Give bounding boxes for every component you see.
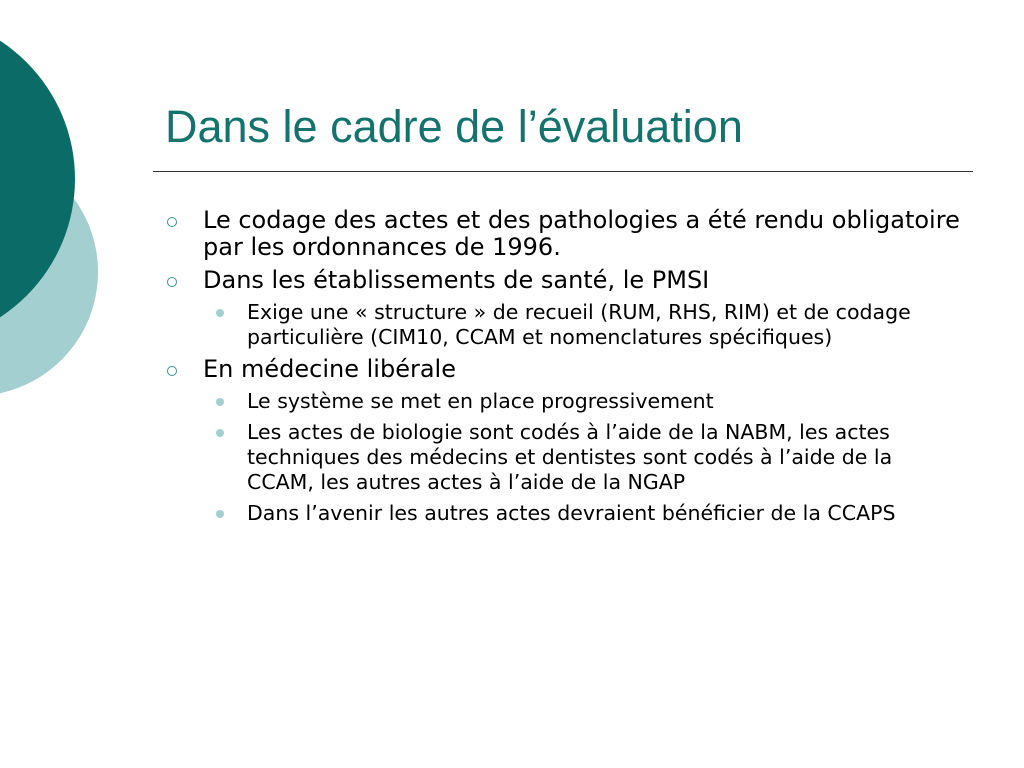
hollow-circle-bullet-icon <box>167 277 177 287</box>
sub-bullet-item <box>165 501 965 526</box>
sub-bullet-item <box>165 420 965 495</box>
filled-circle-bullet-icon <box>216 398 224 406</box>
slide-content <box>165 207 965 532</box>
filled-circle-bullet-icon <box>216 429 224 437</box>
sub-bullet-text: Les actes de biologie sont codés à l’aide de la NABM, les actes techniques des médecins et dentistes sont codés à l’aide de la CCAM, les autres actes à l’aide de la NGAP <box>247 420 893 494</box>
sub-bullet-text: Exige une « structure » de recueil (RUM, RHS, RIM) et de codage particulière (CIM10, CCAM et nomenclatures spécifiques) <box>247 300 911 349</box>
sub-bullet-text: Dans l’avenir les autres actes devraient bénéficier de la CCAPS <box>247 501 896 525</box>
hollow-circle-bullet-icon <box>167 217 177 227</box>
filled-circle-bullet-icon <box>216 309 224 317</box>
bullet-item <box>165 207 965 261</box>
bullet-item <box>165 267 965 294</box>
sub-bullet-item <box>165 389 965 414</box>
sub-bullet-text: Le système se met en place progressivement <box>247 389 714 413</box>
bullet-item <box>165 356 965 383</box>
sub-bullet-item <box>165 300 965 350</box>
hollow-circle-bullet-icon <box>167 366 177 376</box>
bullet-text: Le codage des actes et des pathologies a été rendu obligatoire par les ordonnances de 1996. <box>203 206 960 261</box>
title-divider <box>153 171 973 172</box>
slide-title: Dans le cadre de l’évaluation <box>165 101 743 152</box>
bullet-text: En médecine libérale <box>203 355 456 383</box>
filled-circle-bullet-icon <box>216 510 224 518</box>
bullet-text: Dans les établissements de santé, le PMSI <box>203 266 710 294</box>
